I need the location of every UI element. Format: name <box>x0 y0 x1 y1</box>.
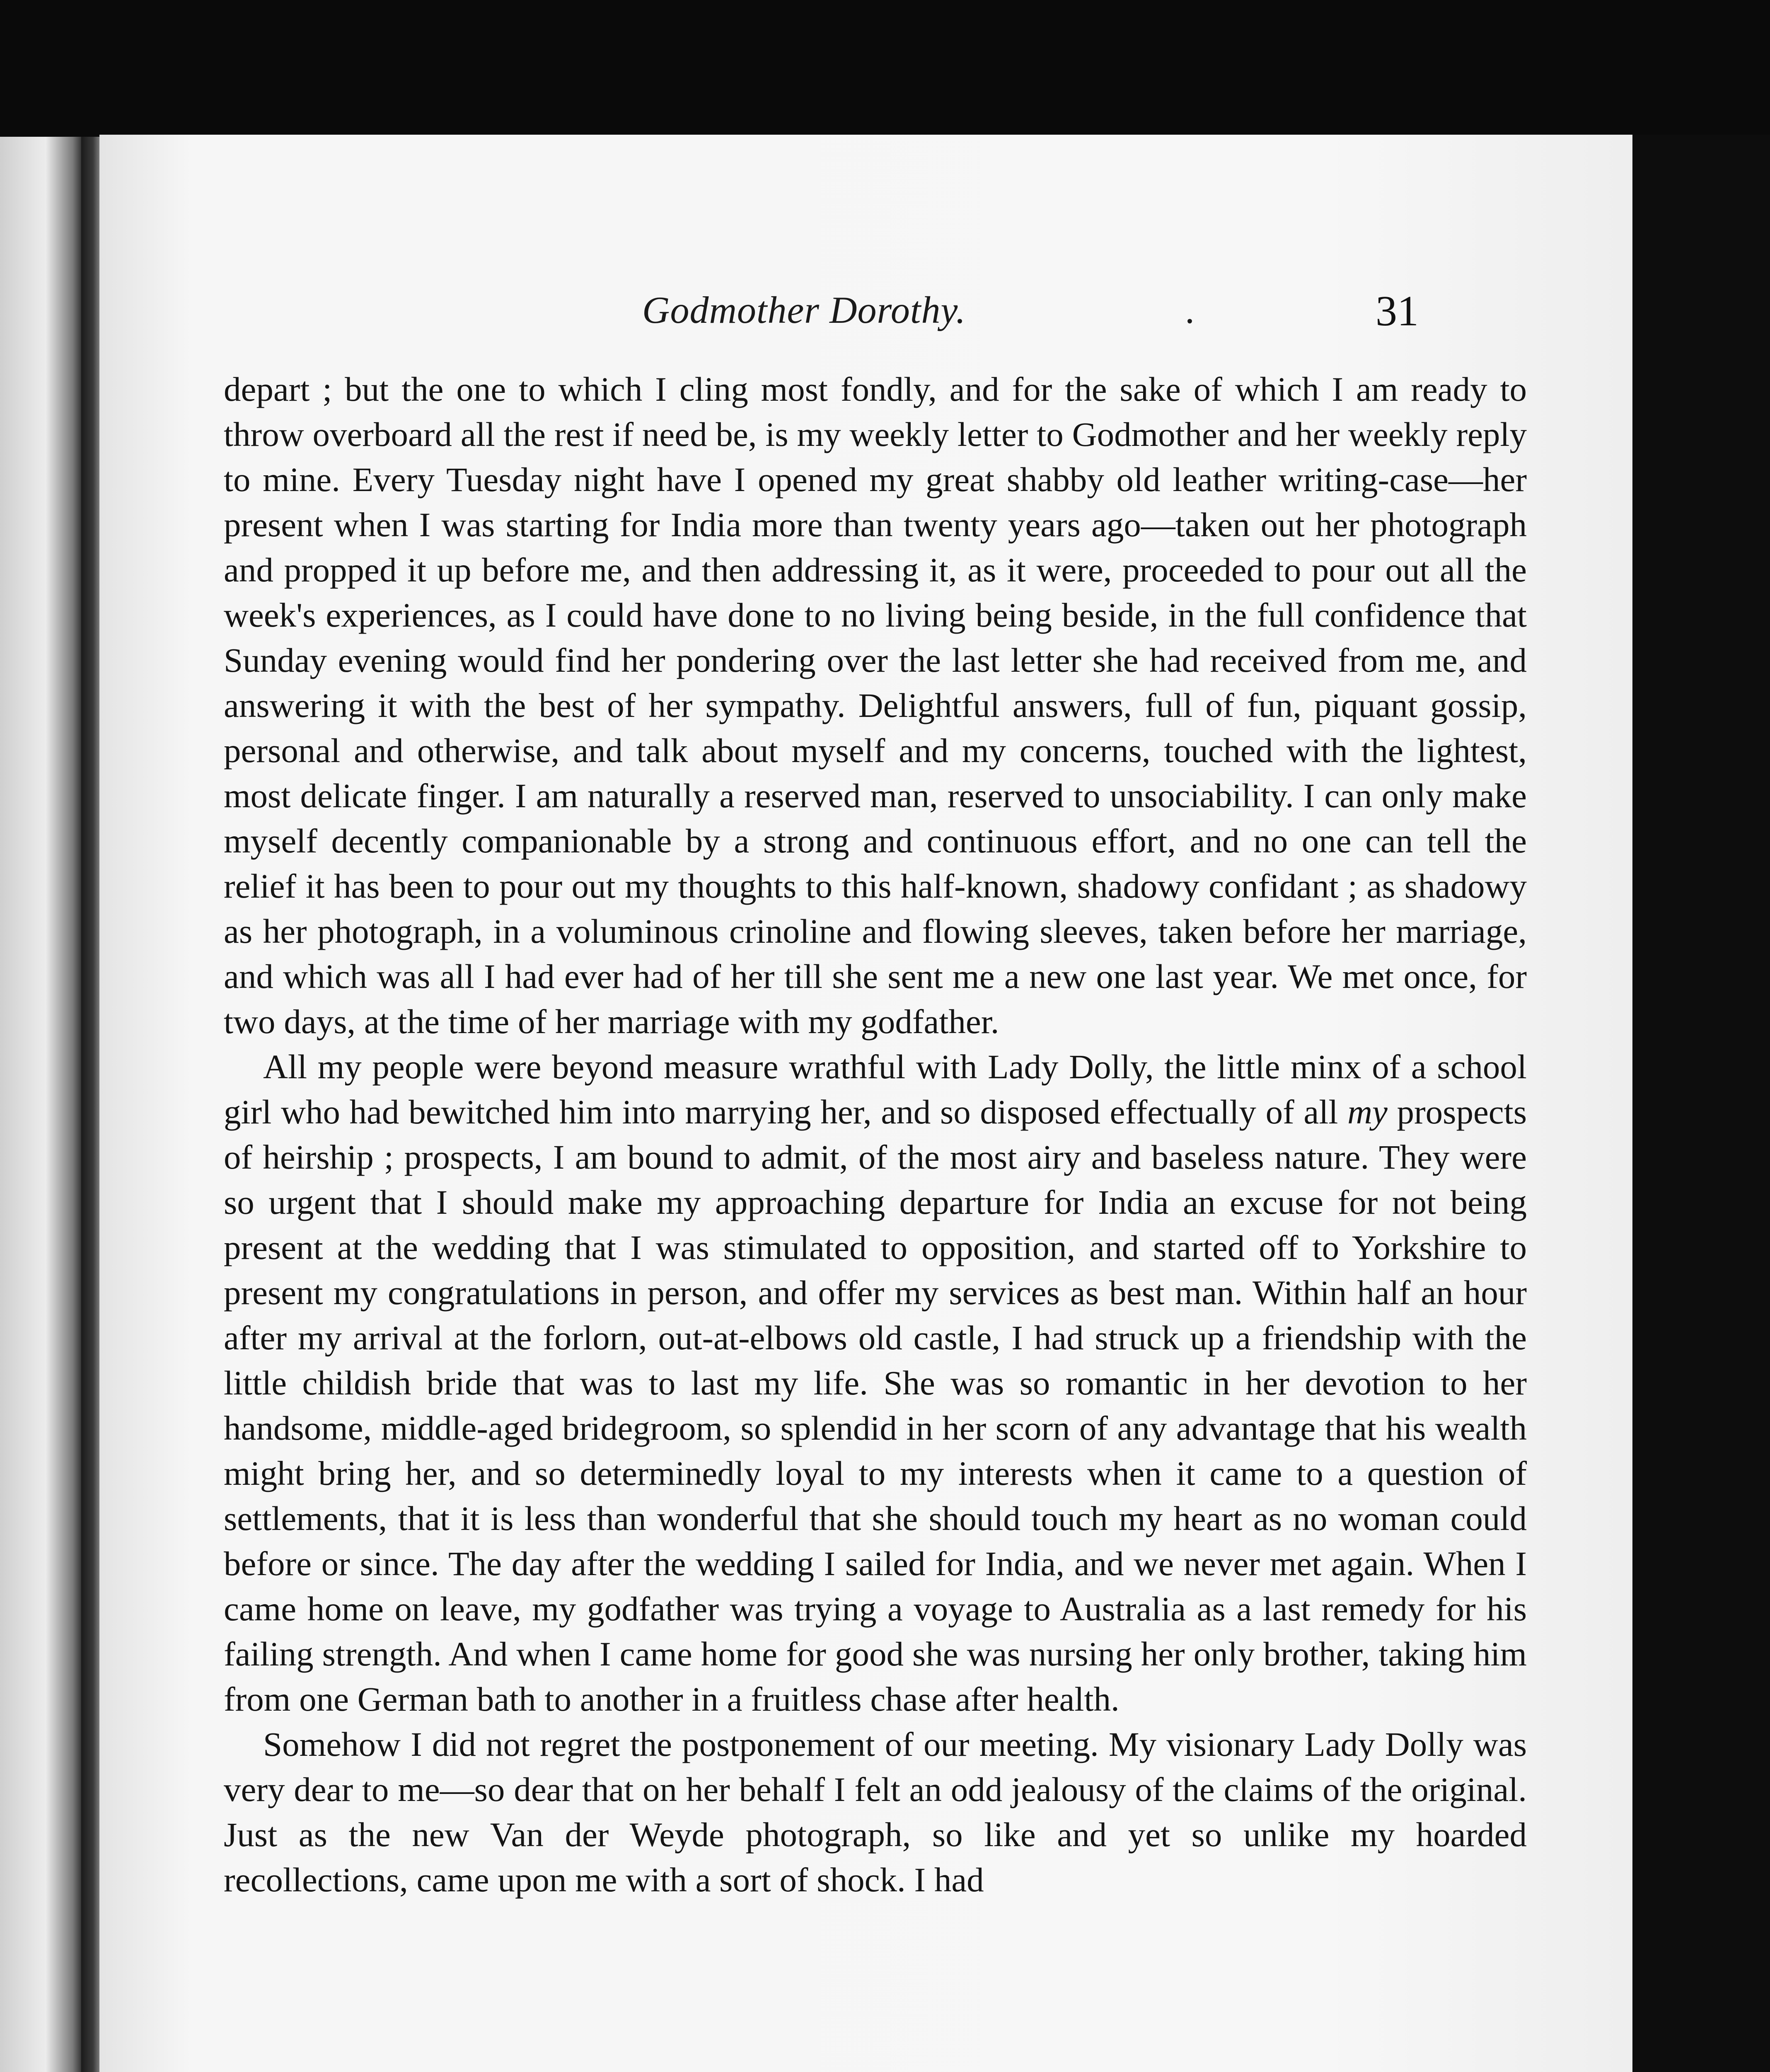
book-gutter <box>81 137 101 2072</box>
paragraph-2-text-b: prospects of heirship ; prospects, I am bound to admit, of the most airy and baseless nature. They were so urgent that I should make my approaching departure for India an excuse for not being present at the wedding that I was stimulated to opposition, and started off to Yorkshire to present my congratulations in person, and offer my services as best man. Within half an hour after my arrival at the forlorn, out-at-elbows old castle, I had struck up a friendship with the little childish bride that was to last my life. She was so romantic in her devotion to her handsome, middle-aged bridegroom, so splendid in her scorn of any advantage that his wealth might bring her, and so determinedly loyal to my interests when it came to a question of settlements, that it is less than wonderful that she should touch my heart as no woman could before or since. The day after the wedding I sailed for India, and we never met again. When I came home on leave, my godfather was trying a voyage to Australia as a last remedy for his failing strength. And when I came home for good she was nursing her only brother, taking him from one German bath to another in a fruitless chase after health. <box>224 1093 1527 1718</box>
facing-page-edge <box>0 137 83 2072</box>
paragraph-3-text: Somehow I did not regret the postponement of our meeting. My visionary Lady Dolly was very dear to me—so dear that on her behalf I felt an odd jealousy of the claims of the original. Just as the new Van der Weyde photograph, so like and yet so unlike my hoarded recollections, came upon me with a sort of shock. I had <box>224 1725 1527 1899</box>
running-head-dot: . <box>1185 289 1195 331</box>
page-number: 31 <box>1376 287 1419 335</box>
paragraph-2-emphasis: my <box>1347 1093 1388 1131</box>
paragraph-2-text-a: All my people were beyond measure wrathful with Lady Dolly, the little minx of a school girl who had bewitched him into marrying her, and so disposed effectually of all <box>224 1048 1527 1131</box>
running-head <box>99 288 1632 350</box>
paragraph-3 <box>224 1722 1527 1903</box>
book-page <box>99 135 1632 2072</box>
paragraph-1 <box>224 367 1527 1044</box>
paragraph-1-text: depart ; but the one to which I cling most fondly, and for the sake of which I am ready to throw overboard all the rest if need be, is my weekly letter to Godmother and her weekly reply to mine. Every Tuesday night have I opened my great shabby old leather writing-case—her present when I was starting for India more than twenty years ago—taken out her photograph and propped it up before me, and then addressing it, as it were, proceeded to pour out all the week's experiences, as I could have done to no living being beside, in the full confidence that Sunday evening would find her pondering over the last letter she had received from me, and answering it with the best of her sympathy. Delightful answers, full of fun, piquant gossip, personal and otherwise, and talk about myself and my concerns, touched with the lightest, most delicate finger. I am naturally a reserved man, reserved to unsociability. I can only make myself decently companionable by a strong and continuous effort, and no one can tell the relief it has been to pour out my thoughts to this half-known, shadowy confidant ; as shadowy as her photograph, in a voluminous crinoline and flowing sleeves, taken before her marriage, and which was all I had ever had of her till she sent me a new one last year. We met once, for two days, at the time of her marriage with my godfather. <box>224 370 1527 1041</box>
body-text <box>224 367 1527 1903</box>
running-title: Godmother Dorothy. <box>642 289 966 331</box>
right-scan-shadow <box>1632 135 1770 2072</box>
paragraph-2 <box>224 1044 1527 1722</box>
